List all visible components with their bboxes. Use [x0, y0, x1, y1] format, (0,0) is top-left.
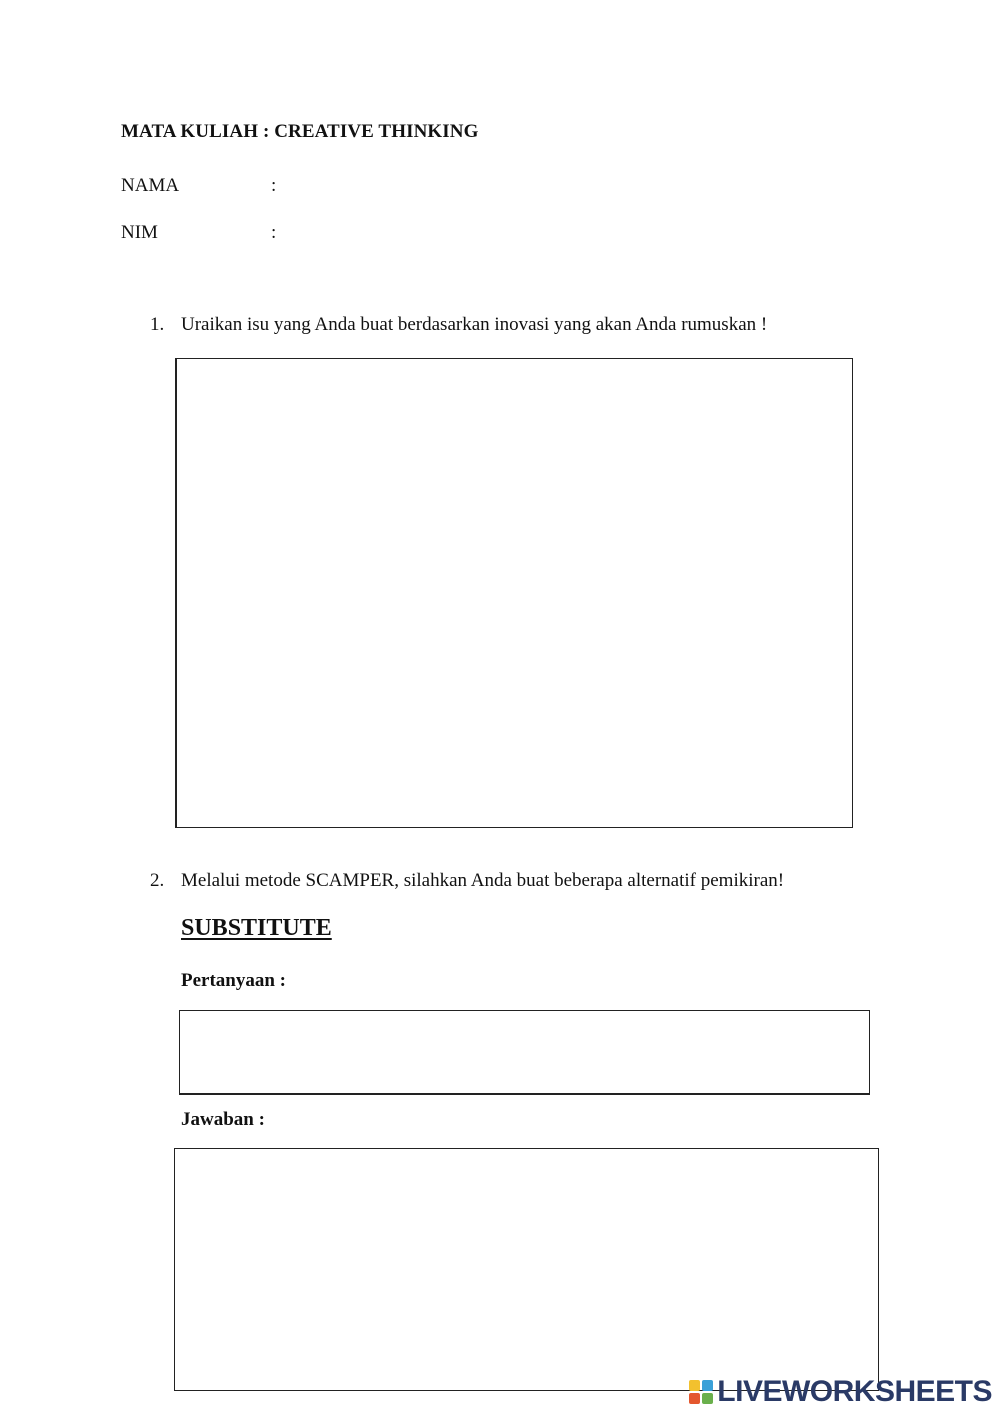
liveworksheets-brand-text: LIVEWORKSHEETS — [717, 1375, 992, 1408]
course-title: MATA KULIAH : CREATIVE THINKING — [121, 121, 479, 142]
liveworksheets-logo-icon — [689, 1380, 713, 1404]
question-1-number: 1. — [150, 314, 165, 335]
nim-colon: : — [271, 222, 277, 243]
substitute-question-box[interactable] — [179, 1010, 870, 1095]
question-2-text: Melalui metode SCAMPER, silahkan Anda buat beberapa alternatif pemikiran! — [181, 870, 785, 891]
question-2-number: 2. — [150, 870, 165, 891]
liveworksheets-watermark — [689, 1375, 992, 1409]
question-label: Pertanyaan : — [181, 970, 287, 991]
name-colon: : — [271, 175, 277, 196]
name-label: NAMA — [121, 175, 180, 196]
nim-label: NIM — [121, 222, 158, 243]
substitute-heading: SUBSTITUTE — [181, 915, 332, 941]
question-1-text: Uraikan isu yang Anda buat berdasarkan inovasi yang akan Anda rumuskan ! — [181, 314, 768, 335]
substitute-answer-box[interactable] — [174, 1148, 879, 1391]
question-1-answer-box[interactable] — [175, 358, 853, 828]
answer-label: Jawaban : — [181, 1109, 265, 1130]
